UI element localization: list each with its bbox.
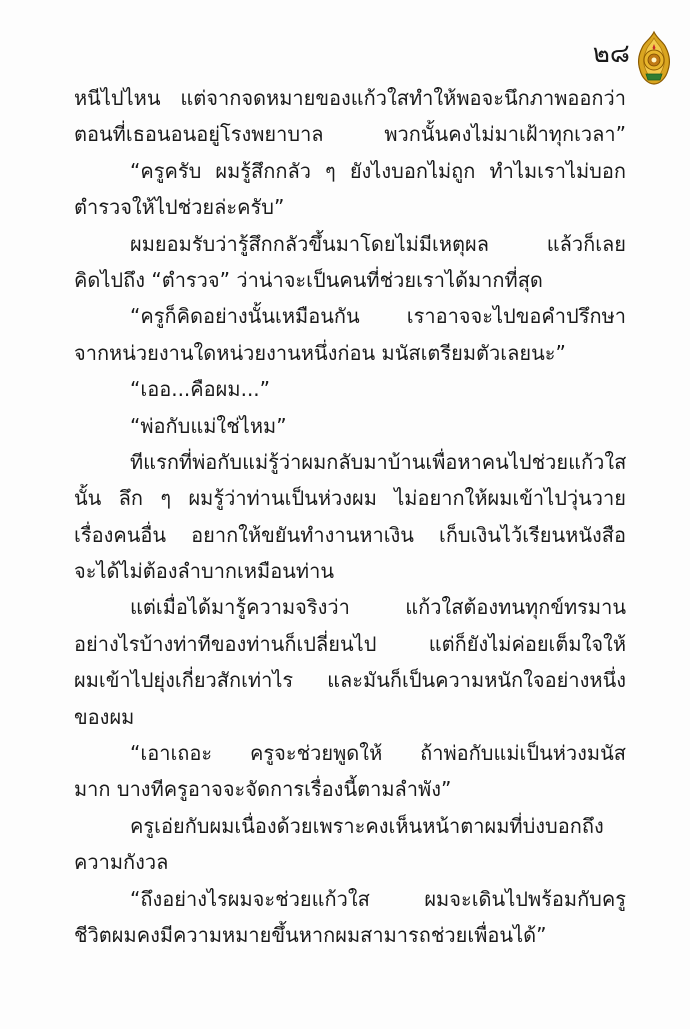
text-line: จากหน่วยงานใดหน่วยงานหนึ่งก่อน มนัสเตรียมตัวเลยนะ” (74, 340, 566, 365)
text-line: แต่เมื่อได้มารู้ความจริงว่า แก้วใสต้องทนทุกข์ทรมาน (130, 595, 626, 620)
text-line: ตำรวจให้ไปช่วยล่ะครับ” (74, 195, 285, 220)
text-line: “พ่อกับแม่ใช่ไหม” (130, 413, 287, 438)
text-line: ชีวิตผมคงมีความหมายขึ้นหากผมสามารถช่วยเพื่อนได้” (74, 922, 547, 947)
text-line: มาก บางทีครูอาจจะจัดการเรื่องนี้ตามลำพัง” (74, 777, 452, 802)
text-line: นั้น ลึก ๆ ผมรู้ว่าท่านเป็นห่วงผม ไม่อยากให้ผมเข้าไปวุ่นวาย (74, 486, 626, 511)
text-line: “ถึงอย่างไรผมจะช่วยแก้วใส ผมจะเดินไปพร้อมกับครู (130, 886, 626, 911)
text-line: ทีแรกที่พ่อกับแม่รู้ว่าผมกลับมาบ้านเพื่อหาคนไปช่วยแก้วใส (130, 449, 627, 474)
text-line: ของผม (74, 704, 135, 729)
text-line: ความกังวล (74, 850, 169, 875)
text-line: ครูเอ่ยกับผมเนื่องด้วยเพราะคงเห็นหน้าตาผมที่บ่งบอกถึง (130, 813, 604, 838)
text-line: ผมยอมรับว่ารู้สึกกลัวขึ้นมาโดยไม่มีเหตุผล แล้วก็เลย (130, 231, 626, 256)
text-line: หนีไปไหน แต่จากจดหมายของแก้วใสทำให้พอจะนึกภาพออกว่า (74, 86, 626, 110)
page-number: ๒๘ (592, 39, 630, 69)
emblem-icon (634, 30, 674, 86)
page-header (593, 28, 674, 88)
text-line: “ครูก็คิดอย่างนั้นเหมือนกัน เราอาจจะไปขอคำปรึกษา (130, 304, 626, 329)
text-line: จะได้ไม่ต้องลำบากเหมือนท่าน (74, 559, 335, 584)
text-line: ตอนที่เธอนอนอยู่โรงพยาบาล พวกนั้นคงไม่มาเฝ้าทุกเวลา” (74, 122, 626, 147)
text-line: “เอาเถอะ ครูจะช่วยพูดให้ ถ้าพ่อกับแม่เป็นห่วงมนัส (130, 741, 626, 766)
text-line: ผมเข้าไปยุ่งเกี่ยวสักเท่าไร และมันก็เป็นความหนักใจอย่างหนึ่ง (74, 668, 626, 693)
text-line: “เออ...คือผม...” (130, 377, 271, 402)
text-line: เรื่องคนอื่น อยากให้ขยันทำงานหาเงิน เก็บเงินไว้เรียนหนังสือ (74, 522, 626, 547)
text-line: อย่างไรบ้างท่าทีของท่านก็เปลี่ยนไป แต่ก็ยังไม่ค่อยเต็มใจให้ (74, 631, 626, 656)
text-line: คิดไปถึง “ตำรวจ” ว่าน่าจะเป็นคนที่ช่วยเราได้มากที่สุด (74, 267, 543, 292)
body-text (74, 80, 626, 953)
text-line: “ครูครับ ผมรู้สึกกลัว ๆ ยังไงบอกไม่ถูก ทำไมเราไม่บอก (130, 158, 626, 183)
